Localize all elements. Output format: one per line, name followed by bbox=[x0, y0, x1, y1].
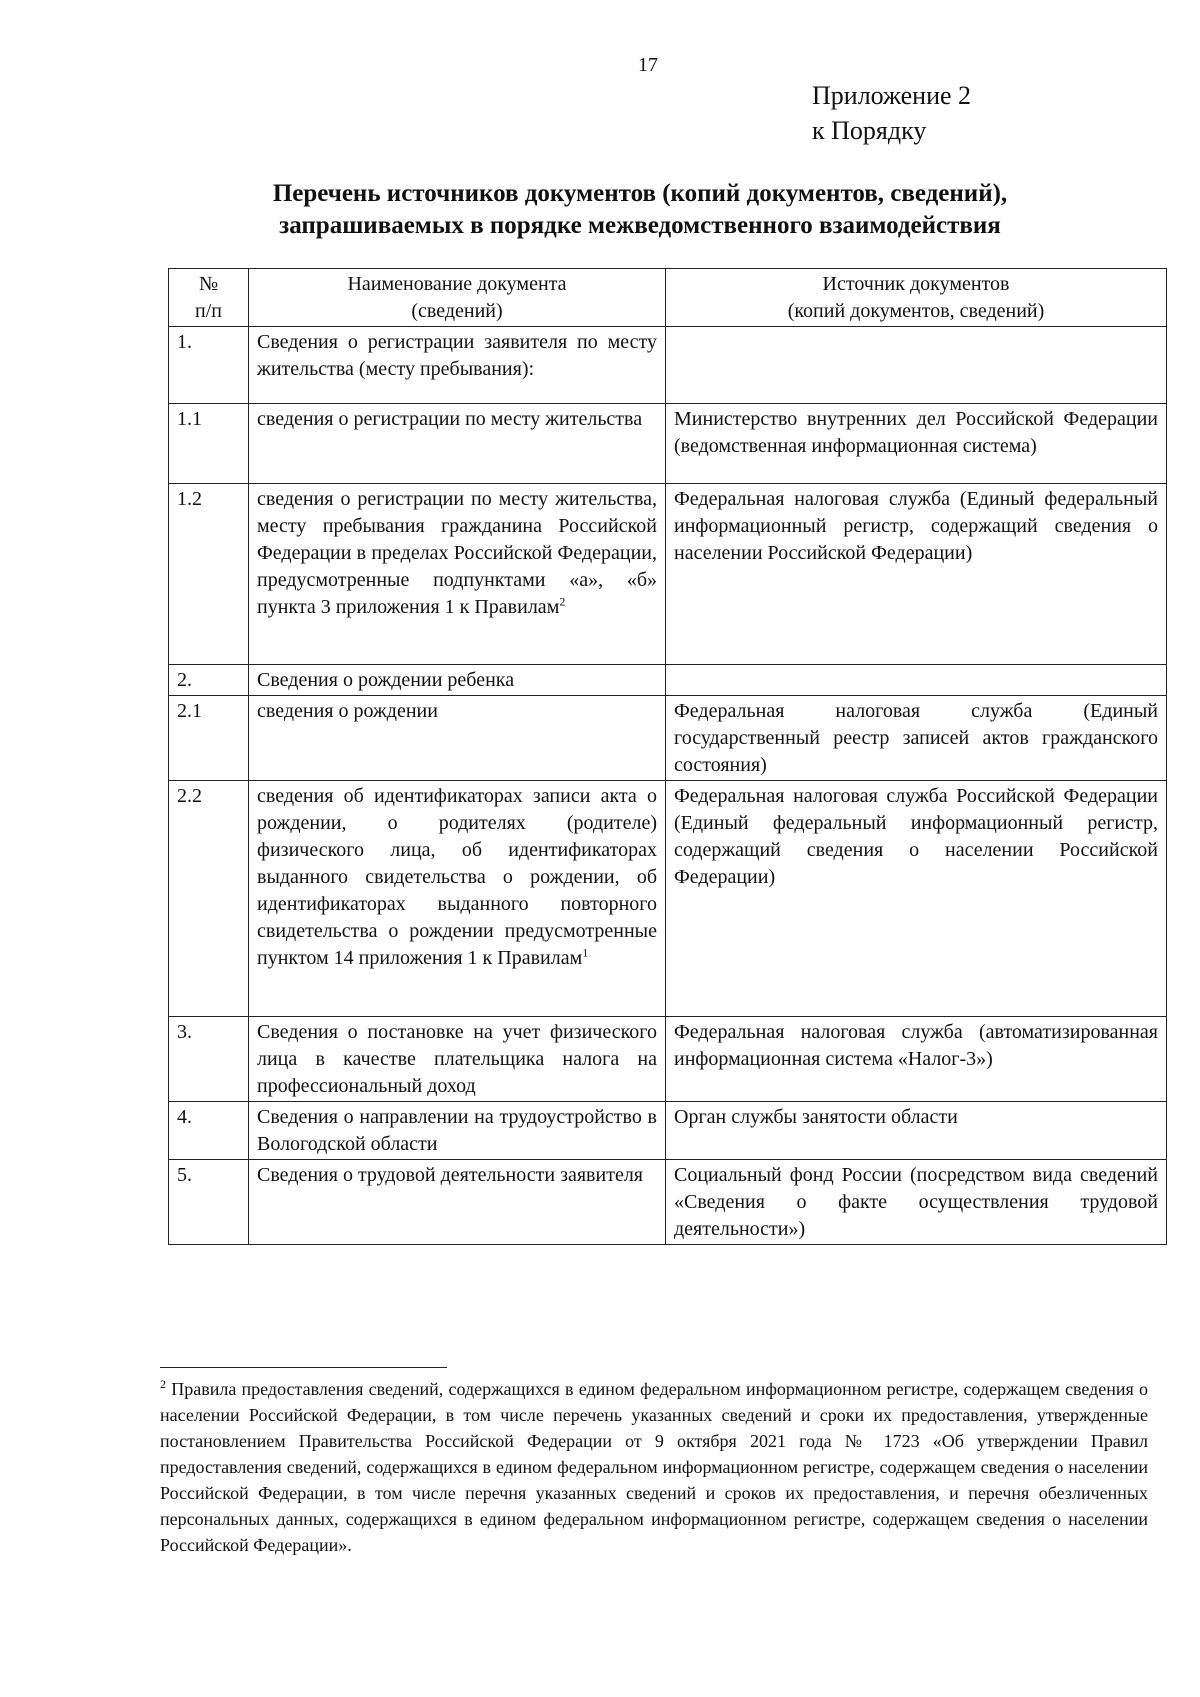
row-document: Сведения о постановке на учет физического лица в качестве плательщика налога на профессиональный доход bbox=[249, 1017, 666, 1102]
row-document bbox=[249, 781, 666, 1017]
appendix-reference bbox=[812, 78, 971, 148]
table-row bbox=[169, 665, 1167, 696]
row-document: сведения о регистрации по месту жительства bbox=[249, 404, 666, 484]
table-row bbox=[169, 484, 1167, 665]
row-source: Федеральная налоговая служба (Единый государственный реестр записей актов гражданского состояния) bbox=[666, 696, 1167, 781]
header-source-line-2: (копий документов, сведений) bbox=[787, 300, 1045, 322]
row-source bbox=[666, 665, 1167, 696]
header-document bbox=[249, 269, 666, 327]
footnote-divider bbox=[160, 1367, 447, 1368]
table-row bbox=[169, 781, 1167, 1017]
row-source: Федеральная налоговая служба (Единый федеральный информационный регистр, содержащий сведения о населении Российской Федерации) bbox=[666, 484, 1167, 665]
row-document-text: сведения об идентификаторах записи акта о рождении, о родителях (родителе) физического лица, об идентификаторах выданного свидетельства о рождении, об идентификаторах выданного повторного свидетельства о рождении предусмотренные пунктом 14 приложения 1 к Правилам bbox=[257, 785, 657, 969]
row-document-text: сведения о регистрации по месту жительства, месту пребывания гражданина Российской Федерации в пределах Российской Федерации, предусмотренные подпунктами «а», «б» пункта 3 приложения 1 к Правилам bbox=[257, 488, 657, 618]
footnote-reference: 2 bbox=[559, 594, 566, 609]
table-row bbox=[169, 1017, 1167, 1102]
row-source: Федеральная налоговая служба (автоматизированная информационная система «Налог-3») bbox=[666, 1017, 1167, 1102]
table-row bbox=[169, 1102, 1167, 1160]
document-title bbox=[160, 178, 1120, 242]
footnote-text: Правила предоставления сведений, содержащихся в едином федеральном информационном регистре, содержащем сведения о населении Российской Федерации, в том числе перечень указанных сведений и сроки их предоставления, утвержденные постановлением Правительства Российской Федерации от 9 октября 2021 года № 1723 «Об утверждении Правил предоставления сведений, содержащихся в едином федеральном информационном регистре, содержащем сведения о населении Российской Федерации, в том числе перечня указанных сведений и сроков их предоставления, и перечня обезличенных персональных данных, содержащихся в едином федеральном информационном регистре, содержащем сведения о населении Российской Федерации». bbox=[160, 1379, 1148, 1555]
row-number: 1.2 bbox=[169, 484, 249, 665]
header-number-line-2: п/п bbox=[195, 300, 222, 322]
footnote bbox=[160, 1376, 1148, 1558]
row-document: Сведения о рождении ребенка bbox=[249, 665, 666, 696]
header-source bbox=[666, 269, 1167, 327]
row-source bbox=[666, 327, 1167, 404]
row-number: 1. bbox=[169, 327, 249, 404]
header-number bbox=[169, 269, 249, 327]
row-number: 2. bbox=[169, 665, 249, 696]
row-number: 2.2 bbox=[169, 781, 249, 1017]
row-document: Сведения о направлении на трудоустройство в Вологодской области bbox=[249, 1102, 666, 1160]
footnote-reference: 1 bbox=[582, 945, 589, 960]
row-document: Сведения о регистрации заявителя по месту жительства (месту пребывания): bbox=[249, 327, 666, 404]
appendix-line-2: к Порядку bbox=[812, 116, 927, 145]
document-title-line-2: запрашиваемых в порядке межведомственного взаимодействия bbox=[279, 212, 1001, 239]
table-row bbox=[169, 1160, 1167, 1245]
row-document bbox=[249, 484, 666, 665]
table-row bbox=[169, 696, 1167, 781]
row-document: сведения о рождении bbox=[249, 696, 666, 781]
row-document: Сведения о трудовой деятельности заявителя bbox=[249, 1160, 666, 1245]
table-row bbox=[169, 327, 1167, 404]
row-number: 1.1 bbox=[169, 404, 249, 484]
header-document-line-2: (сведений) bbox=[411, 300, 503, 322]
table-header-row bbox=[169, 269, 1167, 327]
page-number: 17 bbox=[638, 54, 658, 76]
header-number-line-1: № bbox=[198, 273, 219, 295]
table-row bbox=[169, 404, 1167, 484]
document-title-line-1: Перечень источников документов (копий документов, сведений), bbox=[272, 180, 1008, 207]
header-source-line-1: Источник документов bbox=[822, 273, 1010, 295]
appendix-line-1: Приложение 2 bbox=[812, 81, 972, 110]
row-source: Орган службы занятости области bbox=[666, 1102, 1167, 1160]
header-document-line-1: Наименование документа bbox=[347, 273, 567, 295]
row-number: 2.1 bbox=[169, 696, 249, 781]
row-number: 3. bbox=[169, 1017, 249, 1102]
row-source: Федеральная налоговая служба Российской Федерации (Единый федеральный информационный регистр, содержащий сведения о населении Российской Федерации) bbox=[666, 781, 1167, 1017]
footnote-marker: 2 bbox=[160, 1377, 166, 1391]
row-number: 4. bbox=[169, 1102, 249, 1160]
row-source: Министерство внутренних дел Российской Федерации (ведомственная информационная система) bbox=[666, 404, 1167, 484]
sources-table bbox=[168, 268, 1167, 1245]
row-source: Социальный фонд России (посредством вида сведений «Сведения о факте осуществления трудовой деятельности») bbox=[666, 1160, 1167, 1245]
row-number: 5. bbox=[169, 1160, 249, 1245]
